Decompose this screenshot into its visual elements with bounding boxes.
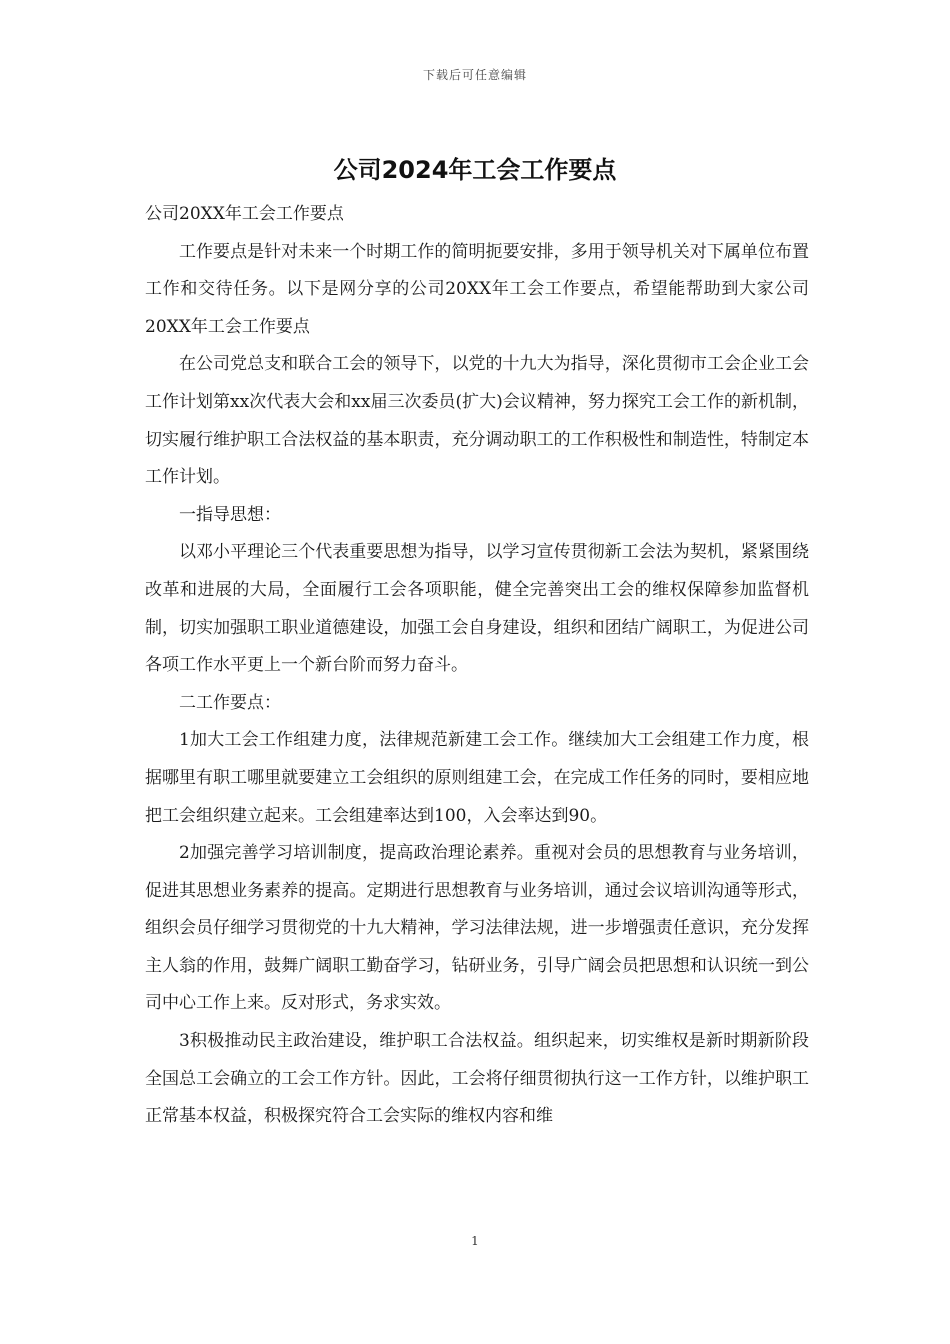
paragraph-guiding-thought: 以邓小平理论三个代表重要思想为指导，以学习宣传贯彻新工会法为契机，紧紧围绕改革和进展的大局，全面履行工会各项职能，健全完善突出工会的维权保障参加监督机制，切实加强职工职业道德建设，加强工会自身建设，组织和团结广阔职工，为促进公司各项工作水平更上一个新台阶而努力奋斗。	[145, 542, 809, 676]
section-heading-work-points: 二工作要点：	[179, 692, 281, 713]
document-subtitle: 公司20XX年工会工作要点	[145, 204, 344, 224]
paragraph-point-3: 3积极推动民主政治建设，维护职工合法权益。组织起来，切实维权是新时期新阶段全国总工会确立的工会工作方针。因此，工会将仔细贯彻执行这一工作方针，以维护职工正常基本权益，积极探究符合工会实际的维权内容和维	[145, 1031, 809, 1127]
page-header-note: 下载后可任意编辑	[422, 68, 527, 82]
paragraph-point-1: 1加大工会工作组建力度，法律规范新建工会工作。继续加大工会组建工作力度，根据哪里有职工哪里就要建立工会组织的原则组建工会，在完成工作任务的同时，要相应地把工会组织建立起来。工会组建率达到100，入会率达到90。	[145, 730, 809, 826]
page-number: 1	[471, 1234, 479, 1248]
paragraph-intro: 工作要点是针对未来一个时期工作的简明扼要安排，多用于领导机关对下属单位布置工作和交待任务。以下是网分享的公司20XX年工会工作要点，希望能帮助到大家公司20XX年工会工作要点	[145, 241, 809, 337]
document-body	[145, 196, 809, 1136]
section-heading-guiding-thought: 一指导思想：	[179, 504, 281, 525]
document-title: 公司2024年工会工作要点	[333, 156, 617, 184]
paragraph-point-2: 2加强完善学习培训制度，提高政治理论素养。重视对会员的思想教育与业务培训，促进其思想业务素养的提高。定期进行思想教育与业务培训，通过会议培训沟通等形式，组织会员仔细学习贯彻党的十九大精神，学习法律法规，进一步增强责任意识，充分发挥主人翁的作用，鼓舞广阔职工勤奋学习，钻研业务，引导广阔会员把思想和认识统一到公司中心工作上来。反对形式，务求实效。	[145, 843, 809, 1014]
paragraph-leadership: 在公司党总支和联合工会的领导下，以党的十九大为指导，深化贯彻市工会企业工会工作计划第xx次代表大会和xx届三次委员(扩大)会议精神，努力探究工会工作的新机制，切实履行维护职工合法权益的基本职责，充分调动职工的工作积极性和制造性，特制定本工作计划。	[145, 354, 809, 488]
